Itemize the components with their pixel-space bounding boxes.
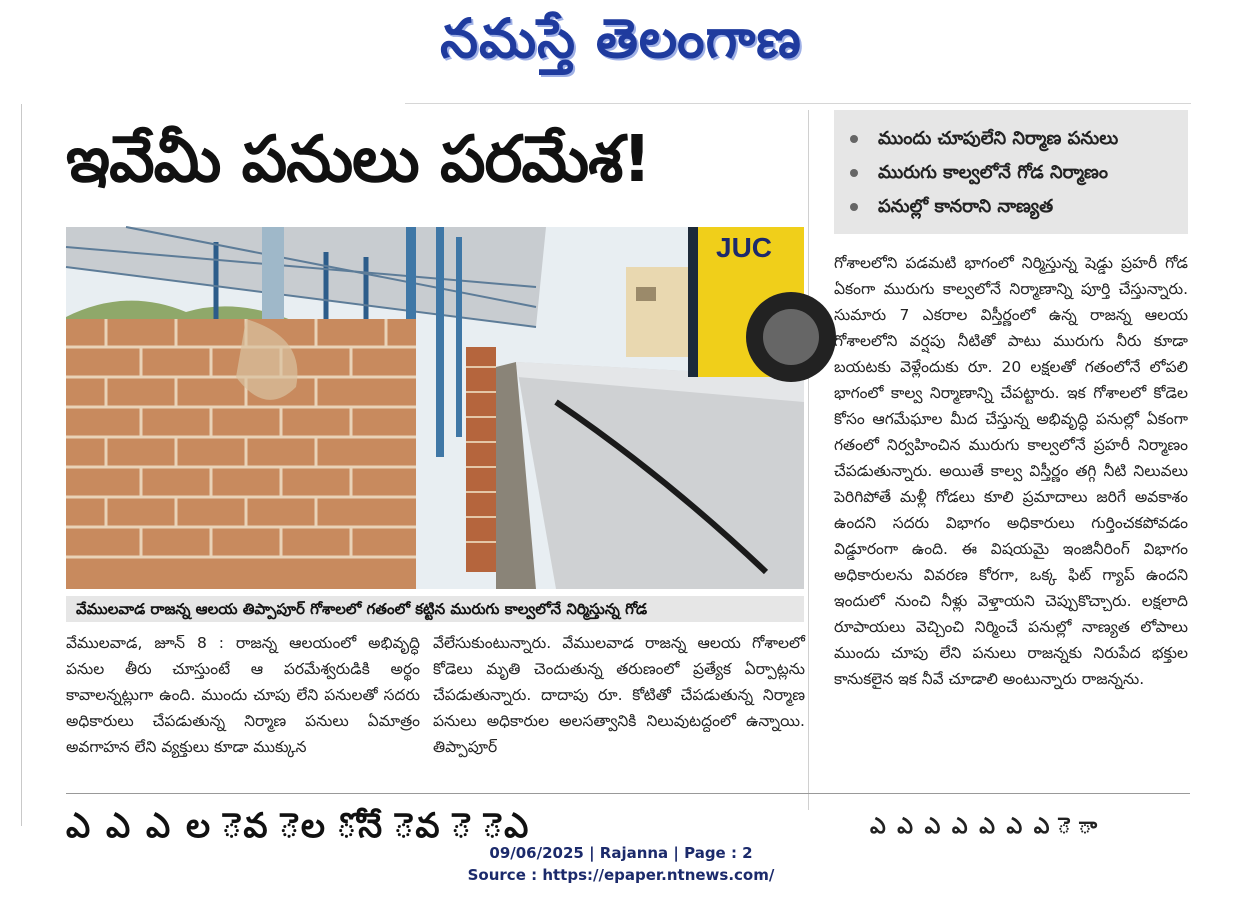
highlight-item: పనుల్లో కానరాని నాణ్యత bbox=[850, 190, 1188, 224]
article-headline: ఇవేమీ పనులు పరమేశ! bbox=[66, 123, 651, 197]
footer-source: Source : https://epaper.ntnews.com/ bbox=[467, 866, 775, 884]
column-divider bbox=[808, 110, 809, 810]
highlights-box bbox=[834, 110, 1188, 234]
bullet-icon bbox=[850, 135, 858, 143]
footer-date-page: 09/06/2025 | Rajanna | Page : 2 bbox=[489, 844, 753, 862]
newspaper-logo: నమస్తే తెలంగాణ bbox=[440, 6, 802, 70]
top-rule bbox=[405, 103, 1191, 104]
highlight-item: మురుగు కాల్వలోనే గోడ నిర్మాణం bbox=[850, 156, 1188, 190]
article-column-1: వేములవాడ, జూన్ 8 : రాజన్న ఆలయంలో అభివృద్ధి పనుల తీరు చూస్తుంటే ఆ పరమేశ్వరుడికి అర్థం కావాలన్నట్లుగా ఉంది. ముందు చూపు లేని పనులతో సదరు అధికారులు చేపడుతున్న నిర్మాణ పనులు ఏమాత్రం అవగాహన లేని వ్యక్తులు కూడా ముక్కున bbox=[66, 634, 420, 756]
article-photo bbox=[66, 227, 804, 589]
next-story-side-cut: ఎ ఎ ఎ ఎ ఎ ఎ ఎ ె ా bbox=[870, 814, 1100, 839]
highlight-item: ముందు చూపులేని నిర్మాణ పనులు bbox=[850, 122, 1188, 156]
signboard-text: JUC bbox=[716, 232, 773, 263]
bottom-rule bbox=[66, 793, 1190, 794]
footer bbox=[0, 842, 1242, 886]
bullet-icon bbox=[850, 203, 858, 211]
bullet-icon bbox=[850, 169, 858, 177]
photo-caption: వేములవాడ రాజన్న ఆలయ తిప్పాపూర్ గోశాలలో గతంలో కట్టిన మురుగు కాల్వలోనే నిర్మిస్తున్న గోడ bbox=[76, 600, 648, 618]
article-column-2: వేలేసుకుంటున్నారు. వేములవాడ రాజన్న ఆలయ గోశాలలో కోడెలు మృతి చెందుతున్న తరుణంలో ప్రత్యేక ఏర్పాట్లను చేపడుతున్నారు. దాదాపు రూ. కోటితో చేపడుతున్న నిర్మాణ పనులు అధికారుల అలసత్వానికి నిలువుటద్దంలో ఉన్నాయి. తిప్పాపూర్ bbox=[433, 634, 805, 756]
photo-caption-bar bbox=[66, 596, 804, 622]
article-column-3: గోశాలలోని పడమటి భాగంలో నిర్మిస్తున్న షెడ్డు ప్రహరీ గోడ ఏకంగా మురుగు కాల్వలోనే నిర్మాణాన్ని పూర్తి చేస్తున్నారు. సుమారు 7 ఎకరాల విస్తీర్ణంలో ఉన్న రాజన్న ఆలయ గోశాలలోని వర్షపు నీటితో పాటు మురుగు నీరు కూడా బయటకు వెళ్లేందుకు రూ. 20 లక్షలతో గతంలోనే లోపలి భాగంలో కాల్వ నిర్మాణాన్ని చేపట్టారు. ఇక గోశాలలో కోడెల కోసం ఆగమేఘాల మీద చేస్తున్న అభివృద్ధి పనుల్లో ఏకంగా గతంలో నిర్వహించిన మురుగు కాల్వలోనే ప్రహరీ నిర్మాణం చేపడుతున్నారు. అయితే కాల్వ విస్తీర్ణం తగ్గి నీటి నిలువలు పెరిగిపోతే మళ్లీ గోడలు కూలి ప్రమాదాలు జరిగే అవకాశం ఉందని సదరు విభాగం అధికారులు గుర్తించకపోవడం విడ్డూరంగా ఉంది. ఈ విషయమై ఇంజినీరింగ్ విభాగం అధికారులను వివరణ కోరగా, ఒక్క ఫిట్ గ్యాప్ ఉందని ఇందులో నుంచి నీళ్లు వెళ్తాయని చెప్పుకొచ్చారు. లక్షలాది రూపాయలు వెచ్చించి నిర్మించే పనుల్లో నాణ్యత లోపాలు ముందు చూపు లేని పనులు రాజన్నకు నిరుపేద భక్తుల కానుకలైన ఇక నీవే చూడాలి అంటున్నారు రాజన్నను. bbox=[834, 254, 1188, 688]
next-story-headline-cut: ఎ ఎ ఎ ల ెవ ెల ోనే ెవ ె ెఎ bbox=[66, 806, 531, 846]
masthead bbox=[0, 0, 1242, 86]
left-page-border bbox=[21, 104, 22, 826]
